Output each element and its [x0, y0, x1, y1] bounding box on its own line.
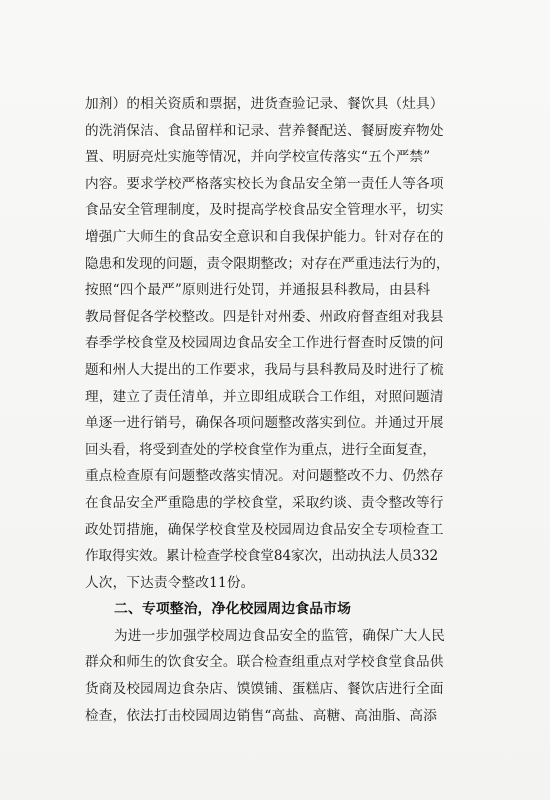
paragraph-line: 检查，依法打击校园周边销售“高盐、高糖、高油脂、高添 — [85, 707, 437, 724]
paragraph-line: 教局督促各学校整改。四是针对州委、州政府督查组对我县 — [85, 308, 444, 325]
paragraph-line: 群众和师生的饮食安全。联合检查组重点对学校食堂食品供 — [85, 654, 444, 671]
paragraph-line: 加剂）的相关资质和票据，进货查验记录、餐饮具（灶具） — [85, 96, 444, 112]
section-heading: 二、专项整治，净化校园周边食品市场 — [114, 601, 352, 618]
paragraph-line: 为进一步加强学校周边食品安全的监管，确保广大人民 — [114, 627, 446, 644]
paragraph-line: 单逐一进行销号，确保各项问题整改落实到位。并通过开展 — [85, 415, 444, 432]
paragraph-line: 在食品安全严重隐患的学校食堂，采取约谈、责令整改等行 — [85, 494, 444, 511]
paragraph-line: 按照“四个最严”原则进行处罚，并通报县科教局，由县科 — [85, 282, 431, 299]
paragraph-line: 政处罚措施，确保学校食堂及校园周边食品安全专项检查工 — [85, 521, 444, 538]
document-body — [85, 91, 465, 729]
paragraph-line: 的洗消保洁、食品留样和记录、营养餐配送、餐厨废弃物处 — [85, 122, 444, 139]
paragraph-line: 人次，下达责令整改11份。 — [85, 574, 255, 591]
paragraph-line: 理，建立了责任清单，并立即组成联合工作组，对照问题清 — [85, 388, 444, 405]
paragraph-line: 作取得实效。累计检查学校食堂84家次，出动执法人员332 — [85, 548, 439, 565]
paragraph-line: 内容。要求学校严格落实校长为食品安全第一责任人等各项 — [85, 175, 444, 192]
paragraph-line: 增强广大师生的食品安全意识和自我保护能力。针对存在的 — [85, 228, 444, 245]
paragraph-line: 食品安全管理制度，及时提高学校食品安全管理水平，切实 — [85, 202, 444, 219]
paragraph-line: 货商及校园周边食杂店、馍馍铺、蛋糕店、餐饮店进行全面 — [85, 681, 444, 698]
paragraph-line: 题和州人大提出的工作要求，我局与县科教局及时进行了梳 — [85, 361, 444, 378]
paragraph-line: 置、明厨亮灶实施等情况，并向学校宣传落实“五个严禁” — [85, 149, 431, 166]
paragraph-line: 重点检查原有问题整改落实情况。对问题整改不力、仍然存 — [85, 468, 444, 485]
paragraph-line: 隐患和发现的问题，责令限期整改；对存在严重违法行为的， — [85, 255, 450, 272]
paragraph-line: 春季学校食堂及校园周边食品安全工作进行督查时反馈的问 — [85, 335, 444, 352]
paragraph-line: 回头看，将受到查处的学校食堂作为重点，进行全面复查， — [85, 441, 436, 458]
